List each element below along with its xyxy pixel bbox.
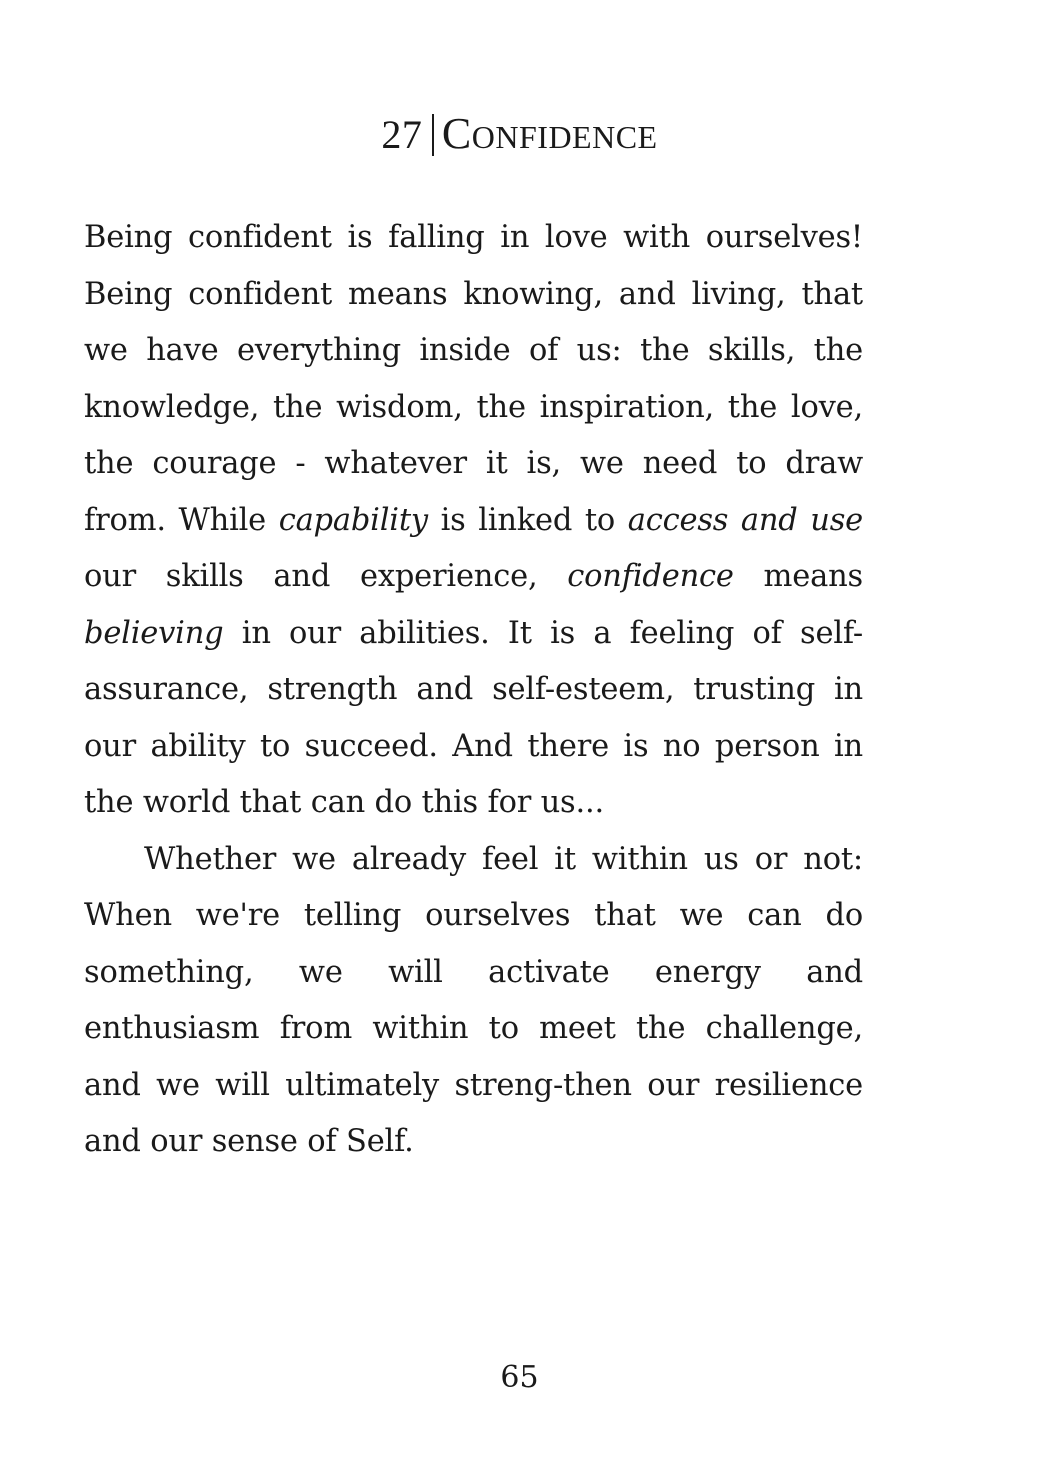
page-number: 65	[500, 1360, 539, 1395]
p1-italic-believing: believing	[84, 615, 224, 651]
body-text	[84, 210, 863, 1171]
heading-separator	[432, 114, 434, 156]
chapter-number: 27	[381, 112, 423, 157]
p1-italic-access-and-use: access and use	[627, 502, 864, 538]
paragraph-1	[84, 210, 863, 832]
p1-italic-confidence: confidence	[567, 559, 734, 594]
chapter-heading	[0, 110, 1039, 161]
paragraph-2: Whether we already feel it within us or not: When we're telling ourselves that we can do something, we will activate energy and enthusiasm from within to meet the challenge, and we will ultimately streng-then our resilience and our sense of Self.	[84, 841, 863, 1159]
chapter-title-initial: C	[441, 109, 472, 158]
p1-text-4: means	[733, 559, 863, 594]
p1-text-3: our skills and experience,	[84, 559, 568, 594]
p1-text-1: Being confident is falling in love with ourselves! Being confident means knowing, and living, that we have everything inside of us: the skills, the knowledge, the wisdom, the inspiration, the love, the courage - whatever it is, we need to draw from. While	[84, 220, 863, 538]
chapter-title-rest: ONFIDENCE	[471, 119, 658, 155]
p1-italic-capability: capability	[278, 502, 428, 538]
p1-text-5: in our abilities. It is a feeling of self-assurance, strength and self-esteem, trusting in our ability to succeed. And there is no person in the world that can do this for us...	[84, 615, 863, 820]
p1-text-2: is linked to	[427, 502, 628, 538]
